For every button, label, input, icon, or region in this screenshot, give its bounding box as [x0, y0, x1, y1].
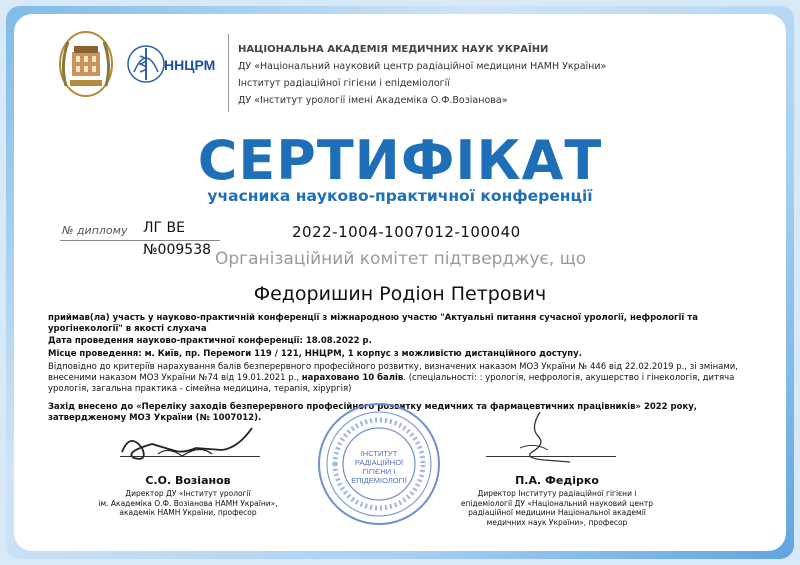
conference-date: Дата проведення науково-практичної конференції: 18.08.2022 р.: [48, 336, 372, 346]
official-stamp: [315, 400, 443, 528]
certificate-title: СЕРТИФІКАТ: [197, 129, 603, 192]
header-divider: [228, 34, 229, 112]
svg-text:ГІГІЄНИ І: ГІГІЄНИ І: [362, 467, 396, 476]
header-line-3: Інститут радіаційної гігієни і епідеміології: [238, 78, 450, 89]
right-signatory-name: П.А. Федірко: [515, 474, 599, 487]
criteria-text: [48, 362, 760, 395]
svg-text:ІНСТИТУТ: ІНСТИТУТ: [360, 449, 398, 458]
diploma-number: №009538: [143, 242, 212, 258]
diploma-underline: [60, 240, 220, 241]
criteria-text-2: . (спеціальності: : урологія, нефрологія, акушерство і гінекологія, дитяча урологія, загальна практика - сімейна медицина, терапія, хірургія): [48, 373, 735, 394]
right-signature-line: [486, 456, 616, 457]
academy-emblem-icon: [60, 32, 112, 96]
right-signature-icon: [500, 408, 580, 468]
right-signatory-position: Директор Інституту радіаційної гігієни і епідеміології ДУ «Національний науковий центр радіаційної медицини Національної академії медичних наук України», професор: [460, 489, 654, 527]
confirm-text: Організаційний комітет підтверджує, що: [215, 249, 587, 269]
registration-number: 2022-1004-1007012-100040: [292, 223, 521, 241]
diploma-label: № диплому: [62, 224, 128, 237]
diploma-series: ЛГ ВЕ: [143, 220, 185, 236]
criteria-points: нараховано 10 балів: [301, 373, 404, 383]
institution-logos: [54, 24, 226, 104]
certificate-subtitle: учасника науково-практичної конференції: [207, 187, 593, 205]
nncrm-logo-text: ННЦРМ: [164, 57, 216, 73]
nncrm-emblem-icon: [128, 46, 164, 82]
left-signature-line: [120, 456, 260, 457]
inclusion-text: Захід внесено до «Переліку заходів безперервного професійного розвитку медичних та фармацевтичних працівників» 2022 року, затвердженому МОЗ України (№ 1007012).: [48, 402, 698, 423]
left-signatory-position: Директор ДУ «Інститут урології ім. Академіка О.Ф. Возіанова НАМН України», академік НАМН України, професор: [98, 489, 278, 517]
header-line-4: ДУ «Інститут урології імені Академіка О.Ф.Возіанова»: [238, 95, 508, 106]
left-signatory-name: С.О. Возіанов: [145, 474, 231, 487]
left-signature-icon: [112, 418, 262, 474]
participant-name: Федоришин Родіон Петрович: [253, 283, 547, 305]
svg-text:ЕПІДЕМІОЛОГІЇ: ЕПІДЕМІОЛОГІЇ: [351, 476, 407, 485]
header-line-1: НАЦІОНАЛЬНА АКАДЕМІЯ МЕДИЧНИХ НАУК УКРАЇНИ: [238, 44, 549, 55]
criteria-text-1: Відповідно до критеріїв нарахування балів безперервного професійного розвитку, визначених наказом МОЗ України № 446 від 22.02.2019 р., зі змінами, внесеними наказом МОЗ України №74 від 19.01.2021 р.,: [48, 362, 738, 383]
header-line-2: ДУ «Національний науковий центр радіаційної медицини НАМН України»: [238, 61, 607, 72]
conference-place: Місце проведення: м. Київ, пр. Перемоги 119 / 121, ННЦРМ, 1 корпус з можливістю дистанційного доступу.: [48, 349, 582, 359]
svg-text:РАДІАЦІЙНОЇ: РАДІАЦІЙНОЇ: [354, 458, 404, 467]
participation-text: приймав(ла) участь у науково-практичній конференції з міжнародною участю "Актуальні питання сучасної урології, нефрології та урогінекології" в якості слухача: [48, 313, 698, 334]
